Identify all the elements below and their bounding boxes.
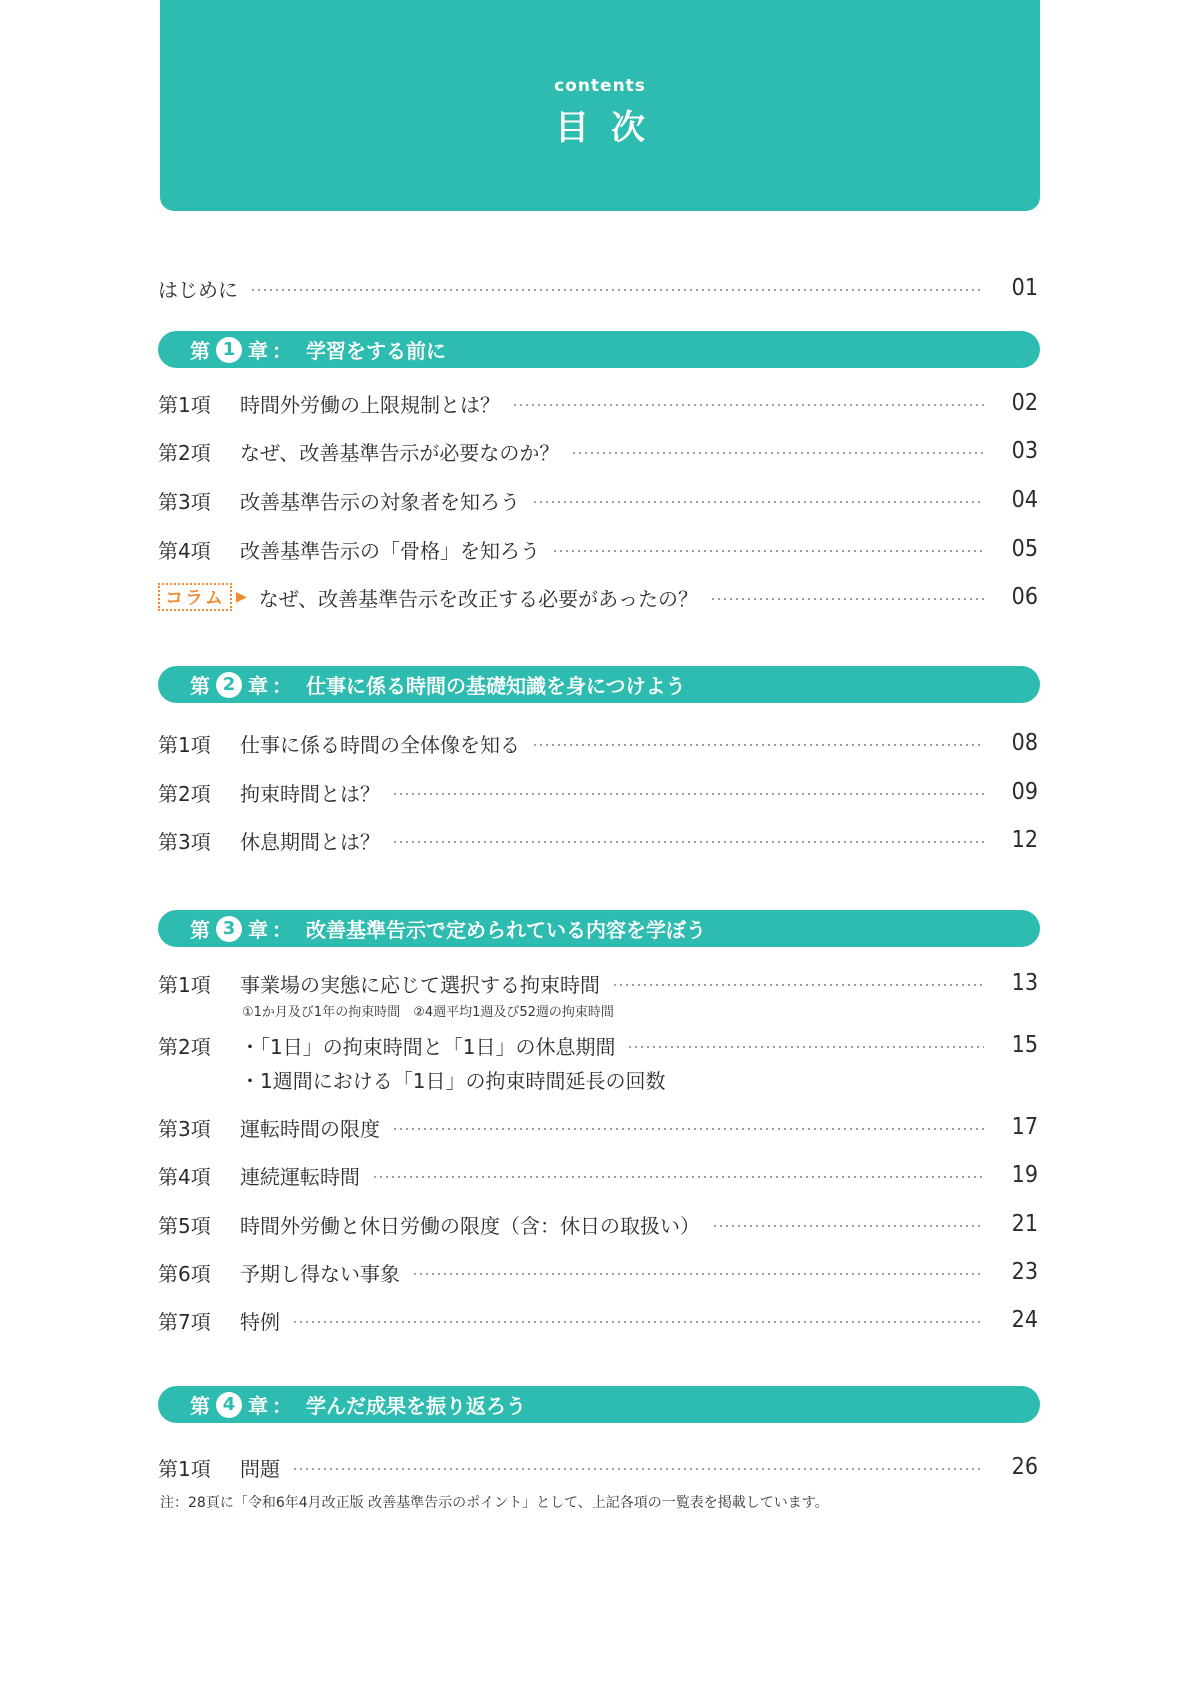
entry-title: 運転時間の限度: [240, 1116, 380, 1141]
toc-entry[interactable]: [158, 1209, 1038, 1239]
dot-leader: [627, 1046, 984, 1048]
dot-leader: [532, 744, 984, 746]
dot-leader: [292, 1468, 984, 1470]
chapter-label-suffix: 章: [248, 674, 268, 698]
entry-number: 第2項: [158, 1034, 211, 1059]
chapter-number-badge: 3: [216, 916, 242, 942]
toc-entry-column[interactable]: [158, 582, 1038, 612]
page-number: 17: [1011, 1114, 1038, 1140]
dot-leader: [392, 793, 984, 795]
entry-title: なぜ、改善基準告示を改正する必要があったの？: [258, 586, 698, 611]
dot-leader: [250, 289, 984, 291]
entry-title: なぜ、改善基準告示が必要なのか？: [240, 440, 560, 465]
entry-number: 第7項: [158, 1309, 211, 1334]
arrow-right-icon: ▶: [236, 589, 247, 605]
contents-banner: [160, 0, 1040, 211]
chapter-title: 仕事に係る時間の基礎知識を身につけよう: [306, 674, 686, 698]
page-number: 05: [1011, 536, 1038, 562]
dot-leader: [392, 841, 984, 843]
footnote: 注：28頁に「令和6年4月改正版 改善基準告示のポイント」として、上記各項の一覧表を掲載しています。: [160, 1495, 829, 1511]
page-number: 19: [1011, 1162, 1038, 1188]
toc-entry[interactable]: [158, 485, 1038, 515]
entry-title: 時間外労働と休日労働の限度（含：休日の取扱い）: [240, 1213, 700, 1238]
dot-leader: [571, 452, 984, 454]
entry-title: 連続運転時間: [240, 1164, 360, 1189]
chapter-title: 学習をする前に: [306, 339, 446, 363]
page-number: 03: [1011, 438, 1038, 464]
page-number: 12: [1011, 827, 1038, 853]
chapter-colon: ：: [272, 1394, 292, 1418]
chapter-label-suffix: 章: [248, 339, 268, 363]
dot-leader: [712, 1225, 984, 1227]
page-number: 23: [1011, 1259, 1038, 1285]
entry-number: 第1項: [158, 392, 211, 417]
chapter-number-badge: 4: [216, 1392, 242, 1418]
chapter-colon: ：: [272, 674, 292, 698]
toc-entry[interactable]: [158, 777, 1038, 807]
chapter-colon: ：: [272, 339, 292, 363]
chapter-4-header[interactable]: [158, 1386, 1040, 1423]
toc-entry[interactable]: [158, 1305, 1038, 1335]
toc-entry-intro[interactable]: [158, 273, 1038, 303]
dot-leader: [552, 550, 984, 552]
toc-entry[interactable]: [158, 825, 1038, 855]
page-number: 06: [1011, 584, 1038, 610]
dot-leader: [612, 984, 984, 986]
toc-entry[interactable]: [158, 968, 1038, 998]
entry-number: 第4項: [158, 1164, 211, 1189]
toc-entry[interactable]: [158, 1030, 1038, 1060]
entry-number: 第1項: [158, 1456, 211, 1481]
chapter-number-badge: 1: [216, 337, 242, 363]
chapter-2-header[interactable]: [158, 666, 1040, 703]
entry-number: 第6項: [158, 1261, 211, 1286]
entry-title: 事業場の実態に応じて選択する拘束時間: [240, 972, 600, 997]
chapter-label-suffix: 章: [248, 1394, 268, 1418]
page-number: 21: [1011, 1211, 1038, 1237]
entry-number: 第3項: [158, 1116, 211, 1141]
page-number: 24: [1011, 1307, 1038, 1333]
page-number: 01: [1011, 275, 1038, 301]
page-number: 15: [1011, 1032, 1038, 1058]
toc-entry[interactable]: [158, 534, 1038, 564]
chapter-3-header[interactable]: [158, 910, 1040, 947]
chapter-label-prefix: 第: [190, 1394, 210, 1418]
dot-leader: [292, 1321, 984, 1323]
chapter-colon: ：: [272, 918, 292, 942]
toc-entry[interactable]: [158, 1160, 1038, 1190]
entry-title: はじめに: [158, 277, 238, 302]
entry-title: ・「1日」の拘束時間と「1日」の休息期間: [240, 1034, 616, 1059]
page-number: 09: [1011, 779, 1038, 805]
entry-number: 第2項: [158, 440, 211, 465]
dot-leader: [710, 598, 984, 600]
entry-title: 問題: [240, 1456, 280, 1481]
entry-number: 第1項: [158, 972, 211, 997]
entry-number: 第5項: [158, 1213, 211, 1238]
dot-leader: [412, 1273, 984, 1275]
entry-title: 仕事に係る時間の全体像を知る: [240, 732, 520, 757]
banner-ja-title: 目次: [555, 108, 667, 148]
chapter-number-badge: 2: [216, 672, 242, 698]
entry-number: 第3項: [158, 489, 211, 514]
page-number: 04: [1011, 487, 1038, 513]
banner-en-title: contents: [554, 76, 646, 96]
entry-number: 第3項: [158, 829, 211, 854]
dot-leader: [532, 501, 984, 503]
entry-number: 第4項: [158, 538, 211, 563]
entry-title-line2: ・1週間における「1日」の拘束時間延長の回数: [240, 1069, 666, 1093]
chapter-label-prefix: 第: [190, 339, 210, 363]
chapter-title: 改善基準告示で定められている内容を学ぼう: [306, 918, 706, 942]
toc-entry[interactable]: [158, 728, 1038, 758]
dot-leader: [512, 404, 984, 406]
chapter-label-prefix: 第: [190, 918, 210, 942]
dot-leader: [372, 1176, 984, 1178]
entry-title: 予期し得ない事象: [240, 1261, 400, 1286]
page-number: 13: [1011, 970, 1038, 996]
column-tag: コラム: [158, 583, 232, 611]
entry-title: 改善基準告示の「骨格」を知ろう: [240, 538, 540, 563]
chapter-label-prefix: 第: [190, 674, 210, 698]
entry-subtitle: ①1か月及び1年の拘束時間 ②4週平均1週及び52週の拘束時間: [242, 1005, 614, 1020]
entry-title: 特例: [240, 1309, 280, 1334]
entry-title: 休息期間とは？: [240, 829, 380, 854]
entry-title: 時間外労働の上限規制とは？: [240, 392, 500, 417]
entry-number: 第1項: [158, 732, 211, 757]
page-number: 02: [1011, 390, 1038, 416]
toc-entry[interactable]: [158, 1452, 1038, 1482]
chapter-title: 学んだ成果を振り返ろう: [306, 1394, 526, 1418]
page-number: 26: [1011, 1454, 1038, 1480]
toc-entry[interactable]: [158, 436, 1038, 466]
page-number: 08: [1011, 730, 1038, 756]
chapter-label-suffix: 章: [248, 918, 268, 942]
entry-title: 拘束時間とは？: [240, 781, 380, 806]
toc-entry[interactable]: [158, 388, 1038, 418]
dot-leader: [392, 1128, 984, 1130]
chapter-1-header[interactable]: [158, 331, 1040, 368]
toc-entry[interactable]: [158, 1112, 1038, 1142]
entry-title: 改善基準告示の対象者を知ろう: [240, 489, 520, 514]
entry-number: 第2項: [158, 781, 211, 806]
toc-entry[interactable]: [158, 1257, 1038, 1287]
